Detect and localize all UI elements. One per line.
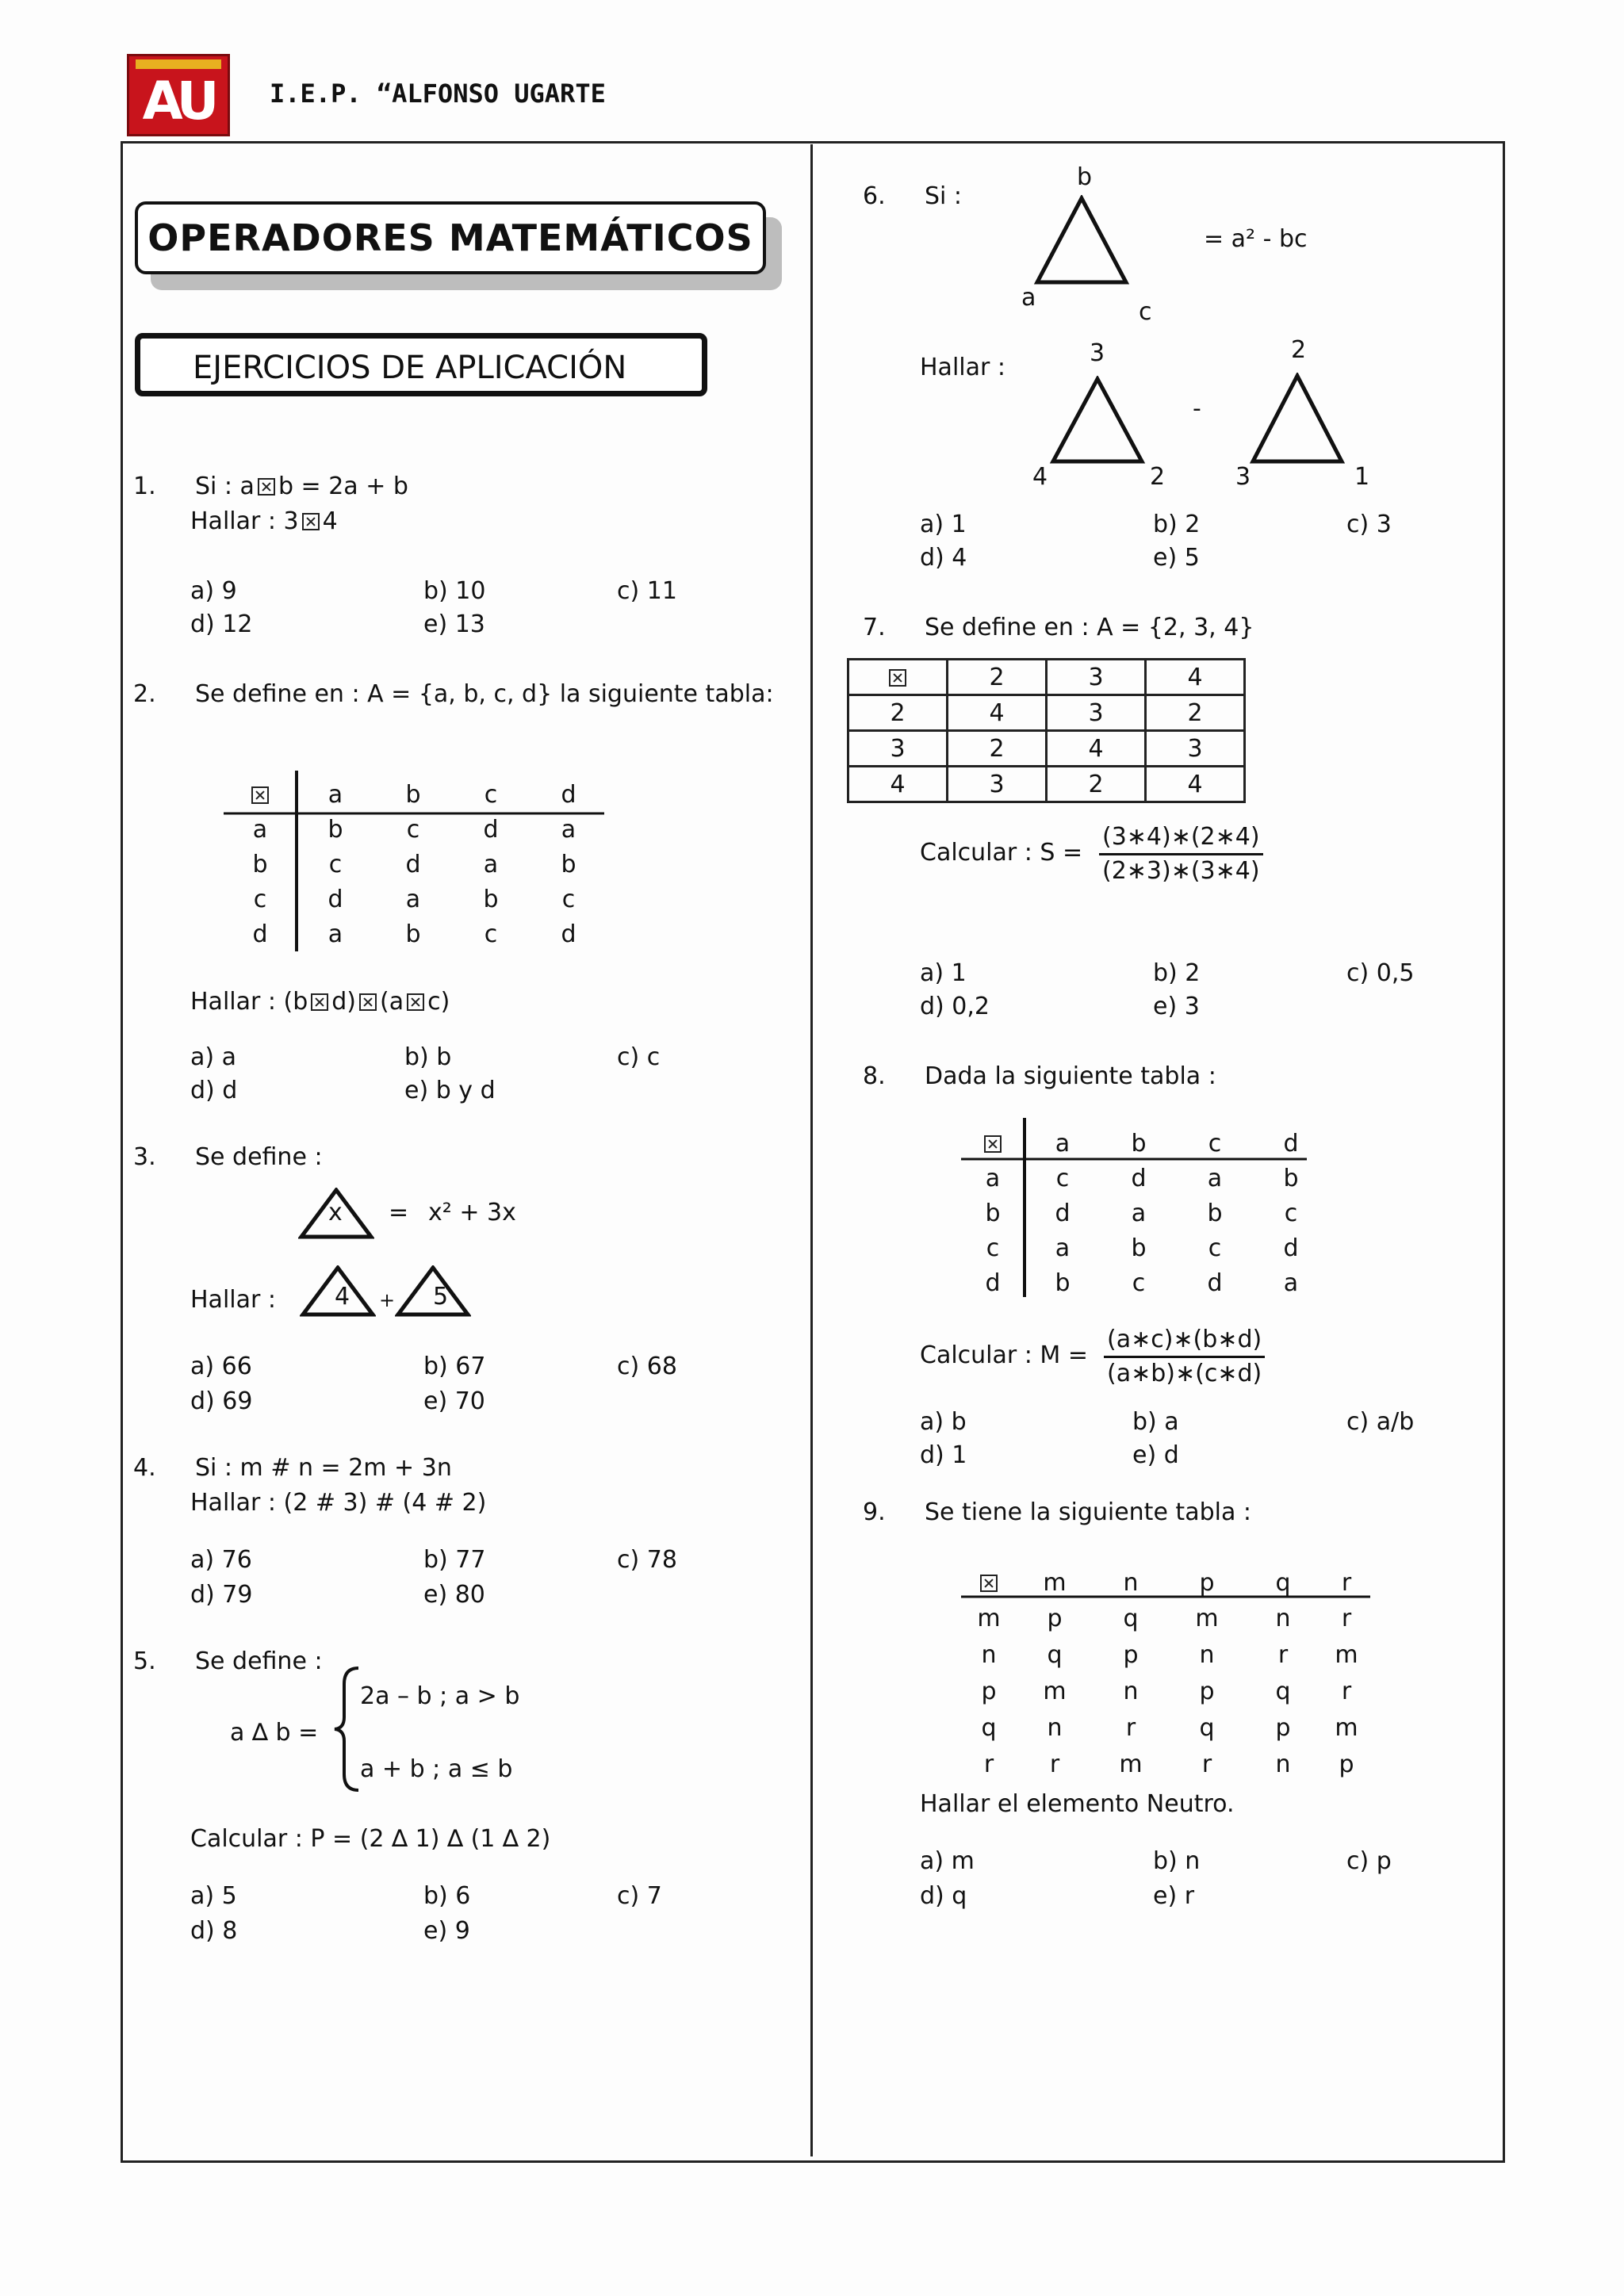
q6-t2-right: 1 (1354, 463, 1370, 491)
q8-table-row (961, 1161, 1329, 1196)
triangle-icon (1032, 195, 1131, 285)
q6-option-e: e) 5 (1153, 544, 1200, 572)
q8-statement: Dada la siguiente tabla : (925, 1062, 1216, 1090)
q8-operation-table: a b c d a c d a b b d a b c c a b c d d b c d a (961, 1126, 1329, 1300)
q8-number: 8. (863, 1062, 886, 1090)
q6-option-d: d) 4 (920, 544, 967, 572)
q4-number: 4. (133, 1454, 156, 1482)
q2-table-row (224, 812, 607, 847)
q8-table-cell: d (1283, 1234, 1299, 1262)
q3-plus: + (379, 1289, 396, 1311)
q9-table-cell: n (1275, 1604, 1291, 1632)
q8-fraction (1104, 1324, 1265, 1390)
q2-find: Hallar : (b d) (a c) (190, 988, 450, 1016)
q3-triangle-1-label: 4 (335, 1283, 350, 1311)
q8-table-cell: b (1207, 1199, 1223, 1227)
q7-table-cell: 4 (948, 695, 1047, 731)
q7-option-a: a) 1 (920, 959, 967, 987)
q4-option-e: e) 80 (423, 1581, 485, 1609)
q8-table-cell: a (1207, 1164, 1223, 1192)
q9-table-cell: r (1125, 1713, 1136, 1742)
logo-text: AU (142, 71, 215, 132)
q5-option-d: d) 8 (190, 1917, 238, 1945)
q7-option-c: c) 0,5 (1346, 959, 1415, 987)
q8-option-b: b) a (1132, 1408, 1179, 1436)
q9-table-cell: m (1195, 1604, 1219, 1632)
q8-row-header: c (986, 1234, 1000, 1262)
q7-table-cell: 3 (948, 767, 1047, 802)
q9-option-e: e) r (1153, 1882, 1195, 1910)
q9-number: 9. (863, 1498, 886, 1526)
q9-row-header: p (981, 1677, 997, 1705)
box-operator-icon (302, 513, 320, 530)
q2-option-a: a) a (190, 1043, 237, 1071)
q3-option-a: a) 66 (190, 1353, 252, 1380)
q3-option-e: e) 70 (423, 1387, 485, 1415)
q5-statement: Se define : (195, 1647, 323, 1675)
q4-option-d: d) 79 (190, 1581, 253, 1609)
q5-case-2: a + b ; a ≤ b (360, 1755, 513, 1783)
q2-table-cell: d (561, 920, 576, 948)
q9-table-cell: p (1339, 1750, 1354, 1778)
q1-option-e: e) 13 (423, 610, 485, 638)
q5-number: 5. (133, 1647, 156, 1675)
q8-table-cell: c (1208, 1234, 1222, 1262)
q9-table-row (961, 1746, 1372, 1782)
q6-option-c: c) 3 (1346, 511, 1392, 538)
q7-table-row (848, 731, 1245, 767)
q9-table-row (961, 1673, 1372, 1709)
q2-row-header: a (252, 815, 268, 844)
school-logo (127, 54, 230, 136)
q7-calculate: Calcular : S = (920, 839, 1083, 867)
q8-calculate: Calcular : M = (920, 1341, 1088, 1369)
q8-option-e: e) d (1132, 1441, 1179, 1469)
q9-table-cell: r (1049, 1750, 1060, 1778)
q8-table-cell: b (1283, 1164, 1299, 1192)
q8-option-d: d) 1 (920, 1441, 967, 1469)
subtitle-box (135, 333, 707, 396)
q9-table-cell: n (1275, 1750, 1291, 1778)
q5-case-1: 2a – b ; a > b (360, 1682, 520, 1710)
q9-row-header: n (981, 1640, 997, 1669)
q7-option-e: e) 3 (1153, 993, 1200, 1020)
q9-table-cell: m (1119, 1750, 1143, 1778)
q3-option-d: d) 69 (190, 1387, 253, 1415)
q1-option-c: c) 11 (617, 577, 677, 605)
q7-fraction (1099, 821, 1263, 887)
q9-table-cell: p (1275, 1713, 1291, 1742)
page-title: OPERADORES MATEMÁTICOS (147, 216, 753, 259)
q8-table-cell: c (1055, 1164, 1070, 1192)
q2-option-e: e) b y d (404, 1077, 496, 1104)
q7-operation-table: 2 3 4 2 4 3 2 3 2 4 3 4 3 2 4 (847, 658, 1246, 803)
q9-table-cell: q (1123, 1604, 1139, 1632)
q9-table-cell: n (1047, 1713, 1063, 1742)
q9-find: Hallar el elemento Neutro. (920, 1790, 1235, 1818)
q2-table-cell: a (483, 850, 499, 878)
column-divider (810, 144, 813, 2156)
q8-table-cell: d (1131, 1164, 1147, 1192)
box-operator-icon (984, 1135, 1002, 1153)
q9-table-cell: r (1201, 1750, 1212, 1778)
box-operator-icon (258, 478, 275, 496)
q4-option-a: a) 76 (190, 1546, 252, 1574)
q8-table-cell: c (1132, 1269, 1146, 1297)
q8-numerator: (a∗c)∗(b∗d) (1104, 1324, 1265, 1358)
q9-table-cell: p (1199, 1677, 1215, 1705)
q9-table-cell: p (1123, 1640, 1139, 1669)
q2-row-header: d (252, 920, 268, 948)
box-operator-icon (251, 786, 269, 804)
q2-table-cell: a (405, 885, 421, 913)
q3-equals: = (389, 1199, 409, 1226)
q6-t1-right: 2 (1150, 463, 1166, 491)
q8-table-cell: c (1284, 1199, 1298, 1227)
q2-table-cell: d (327, 885, 343, 913)
q1-number: 1. (133, 473, 156, 500)
q5-option-e: e) 9 (423, 1917, 470, 1945)
q3-option-b: b) 67 (423, 1353, 486, 1380)
q7-denominator: (2∗3)∗(3∗4) (1102, 857, 1260, 885)
q2-option-d: d) d (190, 1077, 238, 1104)
q1-option-a: a) 9 (190, 577, 237, 605)
q2-option-b: b) b (404, 1043, 452, 1071)
q9-option-c: c) p (1346, 1847, 1392, 1875)
school-name: I.E.P. “ALFONSO UGARTE (270, 78, 606, 109)
q2-table-row (224, 882, 607, 916)
q2-option-c: c) c (617, 1043, 661, 1071)
q9-table-row (961, 1709, 1372, 1746)
q8-row-header: a (985, 1164, 1001, 1192)
q9-table-row (961, 1636, 1372, 1673)
q9-table-cell: m (1335, 1640, 1358, 1669)
q1-definition: Si : a b = 2a + b (195, 473, 408, 500)
q4-definition: Si : m # n = 2m + 3n (195, 1454, 452, 1482)
q8-row-header: b (985, 1199, 1001, 1227)
q7-option-b: b) 2 (1153, 959, 1201, 987)
logo-strip (136, 59, 221, 69)
q2-table-cell: b (405, 920, 421, 948)
q7-table-cell: 2 (948, 731, 1047, 767)
q6-t2-top: 2 (1291, 336, 1307, 364)
q7-statement: Se define en : A = {2, 3, 4} (925, 614, 1254, 641)
q3-statement: Se define : (195, 1143, 323, 1171)
q9-table-cell: q (1275, 1677, 1291, 1705)
q2-table-cell: b (327, 815, 343, 844)
q8-table-cell: b (1055, 1269, 1071, 1297)
q2-table-cell: a (327, 920, 343, 948)
q8-table-cell: d (1055, 1199, 1071, 1227)
q5-option-c: c) 7 (617, 1882, 662, 1910)
q2-table-cell: a (561, 815, 576, 844)
box-operator-icon (980, 1575, 998, 1592)
q8-option-a: a) b (920, 1408, 967, 1436)
q2-table-cell: c (406, 815, 420, 844)
q2-table-cell: c (561, 885, 576, 913)
q9-row-header: q (981, 1713, 997, 1742)
q9-table-cell: n (1123, 1677, 1139, 1705)
q8-row-header: d (985, 1269, 1001, 1297)
q6-number: 6. (863, 182, 886, 210)
q7-row-header: 2 (848, 695, 948, 731)
q6-t2-left: 3 (1235, 463, 1251, 491)
q4-option-c: c) 78 (617, 1546, 677, 1574)
q7-row-header: 3 (848, 731, 948, 767)
q9-table-cell: r (1341, 1677, 1352, 1705)
section-subtitle: EJERCICIOS DE APLICACIÓN (193, 350, 627, 386)
q9-table-cell: p (1047, 1604, 1063, 1632)
q6-triangle-top-label: b (1077, 163, 1093, 191)
q5-option-b: b) 6 (423, 1882, 471, 1910)
q7-table-row (848, 767, 1245, 802)
q8-denominator: (a∗b)∗(c∗d) (1107, 1360, 1262, 1387)
q2-table-cell: d (483, 815, 499, 844)
q5-calculate: Calcular : P = (2 ∆ 1) ∆ (1 ∆ 2) (190, 1825, 551, 1853)
triangle-icon (1248, 373, 1346, 465)
q6-t1-left: 4 (1032, 463, 1048, 491)
q3-triangle-label: x (328, 1199, 343, 1226)
q3-expression: x² + 3x (428, 1199, 516, 1226)
q7-table-cell: 4 (1047, 731, 1146, 767)
q2-table-cell: c (328, 850, 343, 878)
q8-table-row (961, 1196, 1329, 1230)
q6-triangle-left-label: a (1021, 284, 1036, 312)
q9-option-a: a) m (920, 1847, 975, 1875)
q3-find: Hallar : (190, 1286, 276, 1314)
q8-table-cell: b (1131, 1234, 1147, 1262)
q9-table-cell: q (1047, 1640, 1063, 1669)
q9-table-cell: r (1277, 1640, 1289, 1669)
q7-numerator: (3∗4)∗(2∗4) (1099, 821, 1263, 855)
q8-table-cell: a (1131, 1199, 1147, 1227)
q1-option-b: b) 10 (423, 577, 486, 605)
q2-operation-table: a b c d a b c d a b c d a b c d a b c d a b c d (224, 777, 607, 951)
q9-row-header: m (977, 1604, 1001, 1632)
q9-table-cell: m (1335, 1713, 1358, 1742)
q9-table-row (961, 1600, 1372, 1636)
q9-operation-table: m n p q r m p q m n r n q p n r m p m n p q r q n r q p m r r m r n p (961, 1565, 1372, 1782)
q6-triangle-right-label: c (1139, 298, 1152, 326)
q6-option-b: b) 2 (1153, 511, 1201, 538)
q4-find: Hallar : (2 # 3) # (4 # 2) (190, 1489, 487, 1517)
q5-lhs: a ∆ b = (230, 1719, 319, 1747)
q7-table-cell: 3 (1047, 695, 1146, 731)
q6-statement: Si : (925, 182, 963, 210)
q8-option-c: c) a/b (1346, 1408, 1415, 1436)
q3-number: 3. (133, 1143, 156, 1171)
triangle-icon (1048, 376, 1147, 465)
q1-find: Hallar : 3 4 (190, 507, 338, 535)
q8-table-row (961, 1265, 1329, 1300)
q9-statement: Se tiene la siguiente tabla : (925, 1498, 1251, 1526)
q2-table-cell: d (405, 850, 421, 878)
q2-table-cell: b (483, 885, 499, 913)
q7-row-header: 4 (848, 767, 948, 802)
q2-statement: Se define en : A = {a, b, c, d} la siguiente tabla: (195, 680, 774, 708)
q3-triangle-2-label: 5 (433, 1283, 449, 1311)
q7-table-cell: 2 (1047, 767, 1146, 802)
q7-table-row (848, 695, 1245, 731)
q2-table-row (224, 847, 607, 882)
q8-table-cell: a (1055, 1234, 1071, 1262)
q9-table-cell: m (1043, 1677, 1067, 1705)
q9-table-cell: n (1199, 1640, 1215, 1669)
q9-row-header: r (983, 1750, 994, 1778)
q6-t1-top: 3 (1090, 339, 1105, 367)
q2-row-header: b (252, 850, 268, 878)
q2-table-row (224, 916, 607, 951)
q7-option-d: d) 0,2 (920, 993, 990, 1020)
q8-table-cell: d (1207, 1269, 1223, 1297)
q7-table-cell: 3 (1146, 731, 1245, 767)
q6-find: Hallar : (920, 354, 1005, 381)
q3-option-c: c) 68 (617, 1353, 677, 1380)
q7-table-cell: 4 (1146, 767, 1245, 802)
q8-table-row (961, 1230, 1329, 1265)
q1-option-d: d) 12 (190, 610, 253, 638)
q8-table-cell: a (1283, 1269, 1299, 1297)
q9-option-b: b) n (1153, 1847, 1201, 1875)
q6-option-a: a) 1 (920, 511, 967, 538)
q9-table-cell: q (1199, 1713, 1215, 1742)
q9-option-d: d) q (920, 1882, 967, 1910)
title-box (135, 201, 766, 274)
box-operator-icon (889, 669, 906, 687)
q2-table-cell: c (484, 920, 498, 948)
q6-minus: - (1193, 395, 1201, 423)
q9-table-cell: r (1341, 1604, 1352, 1632)
q2-table-cell: b (561, 850, 576, 878)
q7-table-cell: 2 (1146, 695, 1245, 731)
q2-row-header: c (253, 885, 267, 913)
q5-option-a: a) 5 (190, 1882, 237, 1910)
q7-number: 7. (863, 614, 886, 641)
q4-option-b: b) 77 (423, 1546, 486, 1574)
q2-number: 2. (133, 680, 156, 708)
q6-expression: = a² - bc (1204, 225, 1308, 253)
